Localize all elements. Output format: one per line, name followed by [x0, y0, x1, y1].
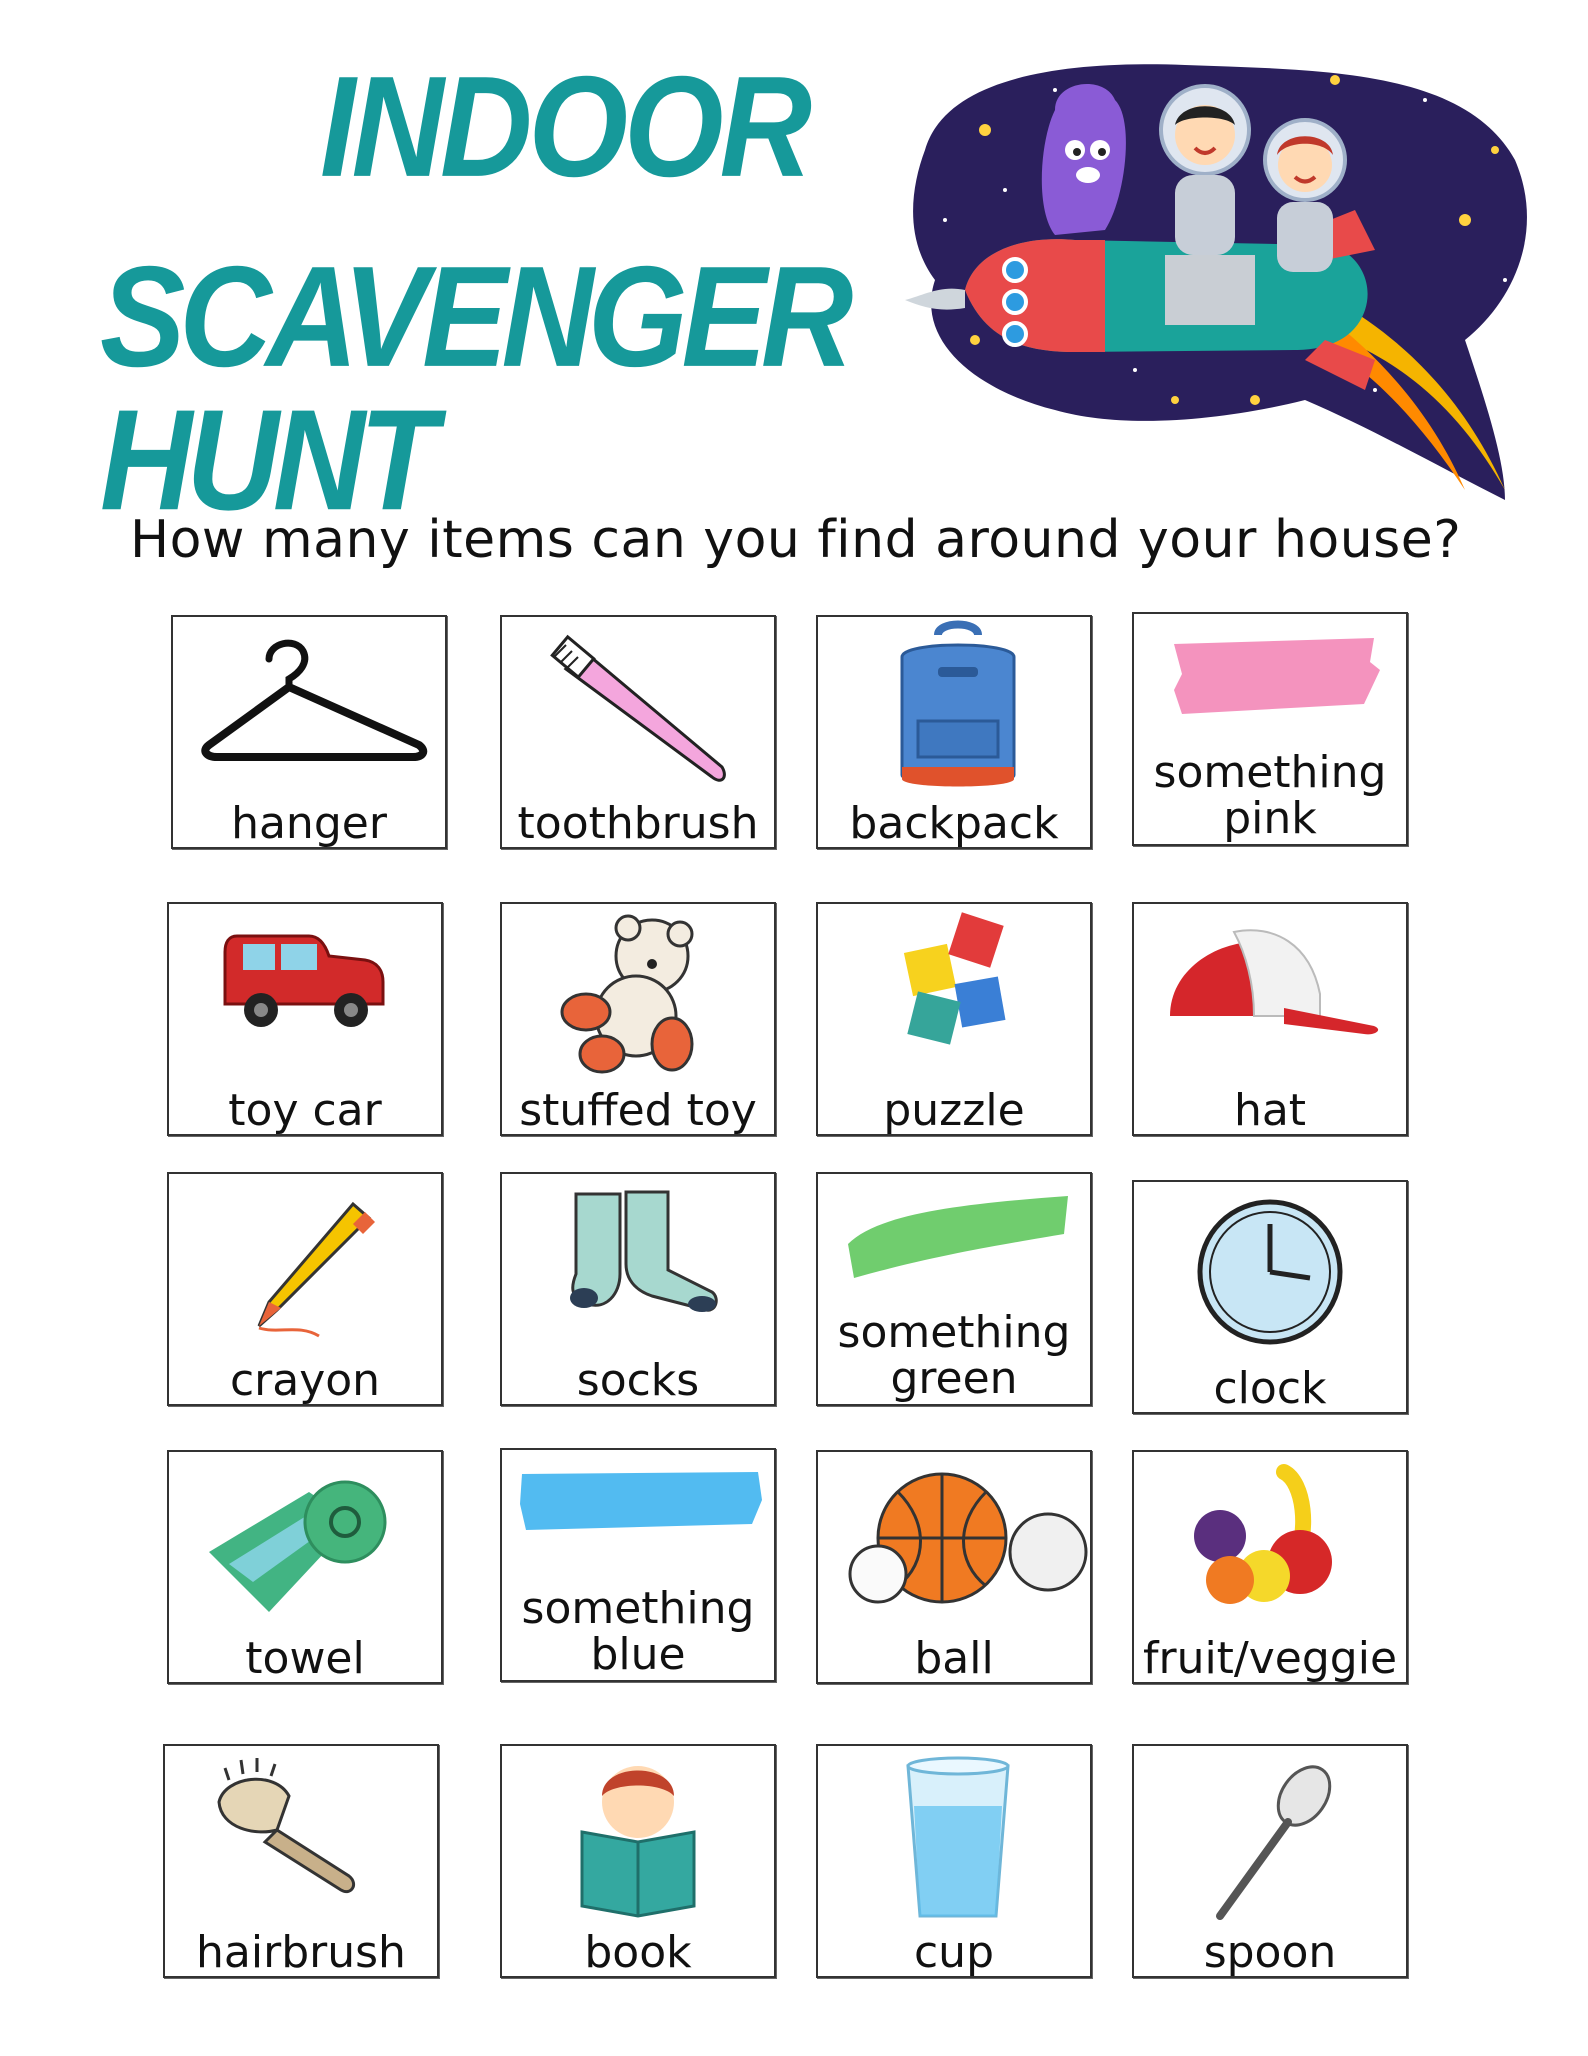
item-card-socks[interactable]: [500, 1172, 776, 1406]
item-card-hanger[interactable]: [171, 615, 447, 849]
item-card-hat[interactable]: [1132, 902, 1408, 1136]
item-label: something blue: [521, 1582, 755, 1680]
item-label: hat: [1233, 1084, 1307, 1136]
item-card-toothbrush[interactable]: [500, 615, 776, 849]
item-card-book[interactable]: [500, 1744, 776, 1978]
item-card-clock[interactable]: [1132, 1180, 1408, 1414]
item-label: puzzle: [883, 1084, 1025, 1136]
item-card-fruit-veggie[interactable]: [1132, 1450, 1408, 1684]
item-card-something-blue[interactable]: [500, 1448, 776, 1682]
item-card-crayon[interactable]: [167, 1172, 443, 1406]
item-card-puzzle[interactable]: [816, 902, 1092, 1136]
space-rocket-illustration: [905, 40, 1545, 510]
item-label: crayon: [229, 1354, 381, 1406]
page-title: [100, 47, 1000, 541]
item-card-cup[interactable]: [816, 1744, 1092, 1978]
item-label: backpack: [849, 797, 1059, 849]
item-label: hanger: [231, 797, 387, 849]
title-line-1: INDOOR: [320, 47, 808, 208]
item-label: hairbrush: [196, 1926, 406, 1978]
item-label: ball: [914, 1632, 994, 1684]
item-card-stuffed-toy[interactable]: [500, 902, 776, 1136]
title-line-2: SCAVENGER HUNT: [100, 237, 848, 541]
item-card-something-green[interactable]: [816, 1172, 1092, 1406]
item-label: book: [584, 1926, 692, 1978]
item-card-spoon[interactable]: [1132, 1744, 1408, 1978]
item-card-something-pink[interactable]: [1132, 612, 1408, 846]
item-label: clock: [1213, 1362, 1327, 1414]
item-label: cup: [913, 1926, 994, 1978]
item-label: something green: [837, 1306, 1071, 1404]
item-card-toy-car[interactable]: [167, 902, 443, 1136]
item-label: towel: [245, 1632, 365, 1684]
item-label: socks: [576, 1354, 700, 1406]
item-label: stuffed toy: [519, 1084, 757, 1136]
item-card-backpack[interactable]: [816, 615, 1092, 849]
item-label: toothbrush: [517, 797, 759, 849]
item-label: spoon: [1203, 1926, 1337, 1978]
subtitle: How many items can you find around your house?: [130, 510, 1462, 570]
item-card-ball[interactable]: [816, 1450, 1092, 1684]
item-card-towel[interactable]: [167, 1450, 443, 1684]
item-label: something pink: [1153, 746, 1387, 844]
item-card-hairbrush[interactable]: [163, 1744, 439, 1978]
item-label: toy car: [228, 1084, 382, 1136]
item-label: fruit/veggie: [1142, 1632, 1398, 1684]
